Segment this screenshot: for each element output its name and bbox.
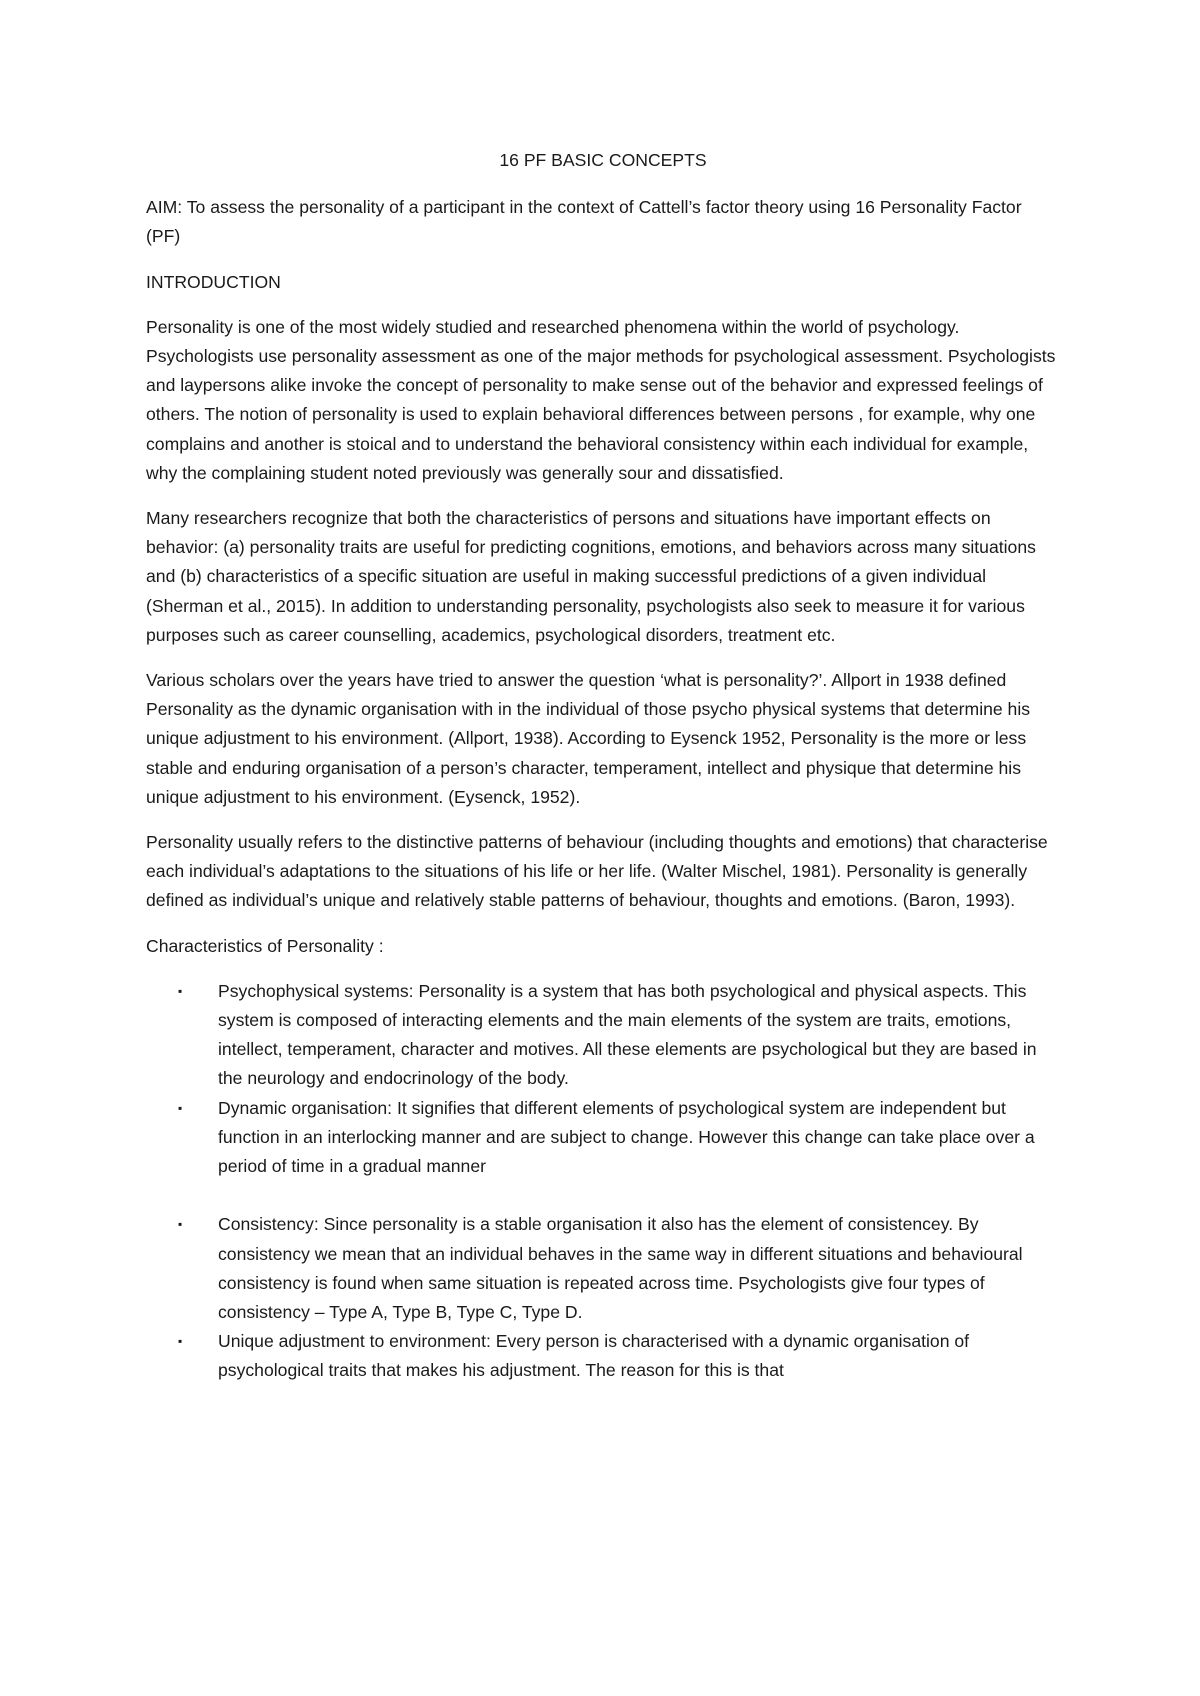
list-item-text: Psychophysical systems: Personality is a system that has both psychological and physical aspects. This system is composed of interacting elements and the main elements of the system are traits, emotions, intellect, temperament, character and motives. All these elements are psychological but they are based in the neurology and endocrinology of the body. [218, 980, 1037, 1089]
square-bullet-icon: ▪ [178, 1100, 183, 1115]
list-item [178, 1210, 1060, 1327]
square-bullet-icon: ▪ [178, 1334, 183, 1349]
aim-paragraph [146, 193, 1060, 251]
paragraph-distinctive-patterns: Personality usually refers to the distinctive patterns of behaviour (including thoughts and emotions) that characterise each individual’s adaptations to the situations of his life or her life. (Walter Mischel, 1981). Personality is generally defined as individual’s unique and relatively stable patterns of behaviour, thoughts and emotions. (Baron, 1993). [146, 832, 1048, 911]
list-item [178, 1094, 1060, 1182]
paragraph-personality-overview: Personality is one of the most widely studied and researched phenomena within the world of psychology. Psychologists use personality assessment as one of the major methods for psychological assessment. Psychologists and laypersons alike invoke the concept of personality to make sense out of the behavior and expressed feelings of others. The notion of personality is used to explain behavioral differences between persons , for example, why one complains and another is stoical and to understand the behavioral consistency within each individual for example, why the complaining student noted previously was generally sour and dissatisfied. [146, 316, 1056, 483]
square-bullet-icon: ▪ [178, 983, 183, 998]
list-item-text: Dynamic organisation: It signifies that different elements of psychological system are independent but function in an interlocking manner and are subject to change. However this change can take place over a period of time in a gradual manner [218, 1097, 1035, 1177]
square-bullet-icon: ▪ [178, 1217, 183, 1232]
aim-text: To assess the personality of a participant in the context of Cattell’s factor theory using 16 Personality Factor (PF) [146, 197, 1022, 247]
paragraph-definitions: Various scholars over the years have tried to answer the question ‘what is personality?’. Allport in 1938 defined Personality as the dynamic organisation with in the individual of those psycho physical systems that determine his unique adjustment to his environment. (Allport, 1938). According to Eysenck 1952, Personality is the more or less stable and enduring organisation of a person’s character, temperament, intellect and physique that determine his unique adjustment to his environment. (Eysenck, 1952). [146, 670, 1031, 807]
list-item [178, 977, 1060, 1094]
paragraph-persons-and-situations: Many researchers recognize that both the characteristics of persons and situations have important effects on behavior: (a) personality traits are useful for predicting cognitions, emotions, and behaviors across many situations and (b) characteristics of a specific situation are useful in making successful predictions of a given individual (Sherman et al., 2015). In addition to understanding personality, psychologists also seek to measure it for various purposes such as career counselling, academics, psychological disorders, treatment etc. [146, 508, 1036, 645]
characteristics-list [146, 977, 1060, 1386]
list-item [178, 1327, 1060, 1385]
list-item-text: Unique adjustment to environment: Every person is characterised with a dynamic organisation of psychological traits that makes his adjustment. The reason for this is that [218, 1331, 970, 1381]
list-item-text: Consistency: Since personality is a stable organisation it also has the element of consistencey. By consistency we mean that an individual behaves in the same way in different situations and behavioural consistency is found when same situation is repeated across time. Psychologists give four types of consistency – Type A, Type B, Type C, Type D. [218, 1214, 1023, 1322]
aim-label: AIM: [146, 197, 183, 218]
characteristics-heading: Characteristics of Personality : [146, 935, 384, 956]
introduction-heading: INTRODUCTION [146, 271, 281, 292]
document-title: 16 PF BASIC CONCEPTS [499, 150, 707, 170]
